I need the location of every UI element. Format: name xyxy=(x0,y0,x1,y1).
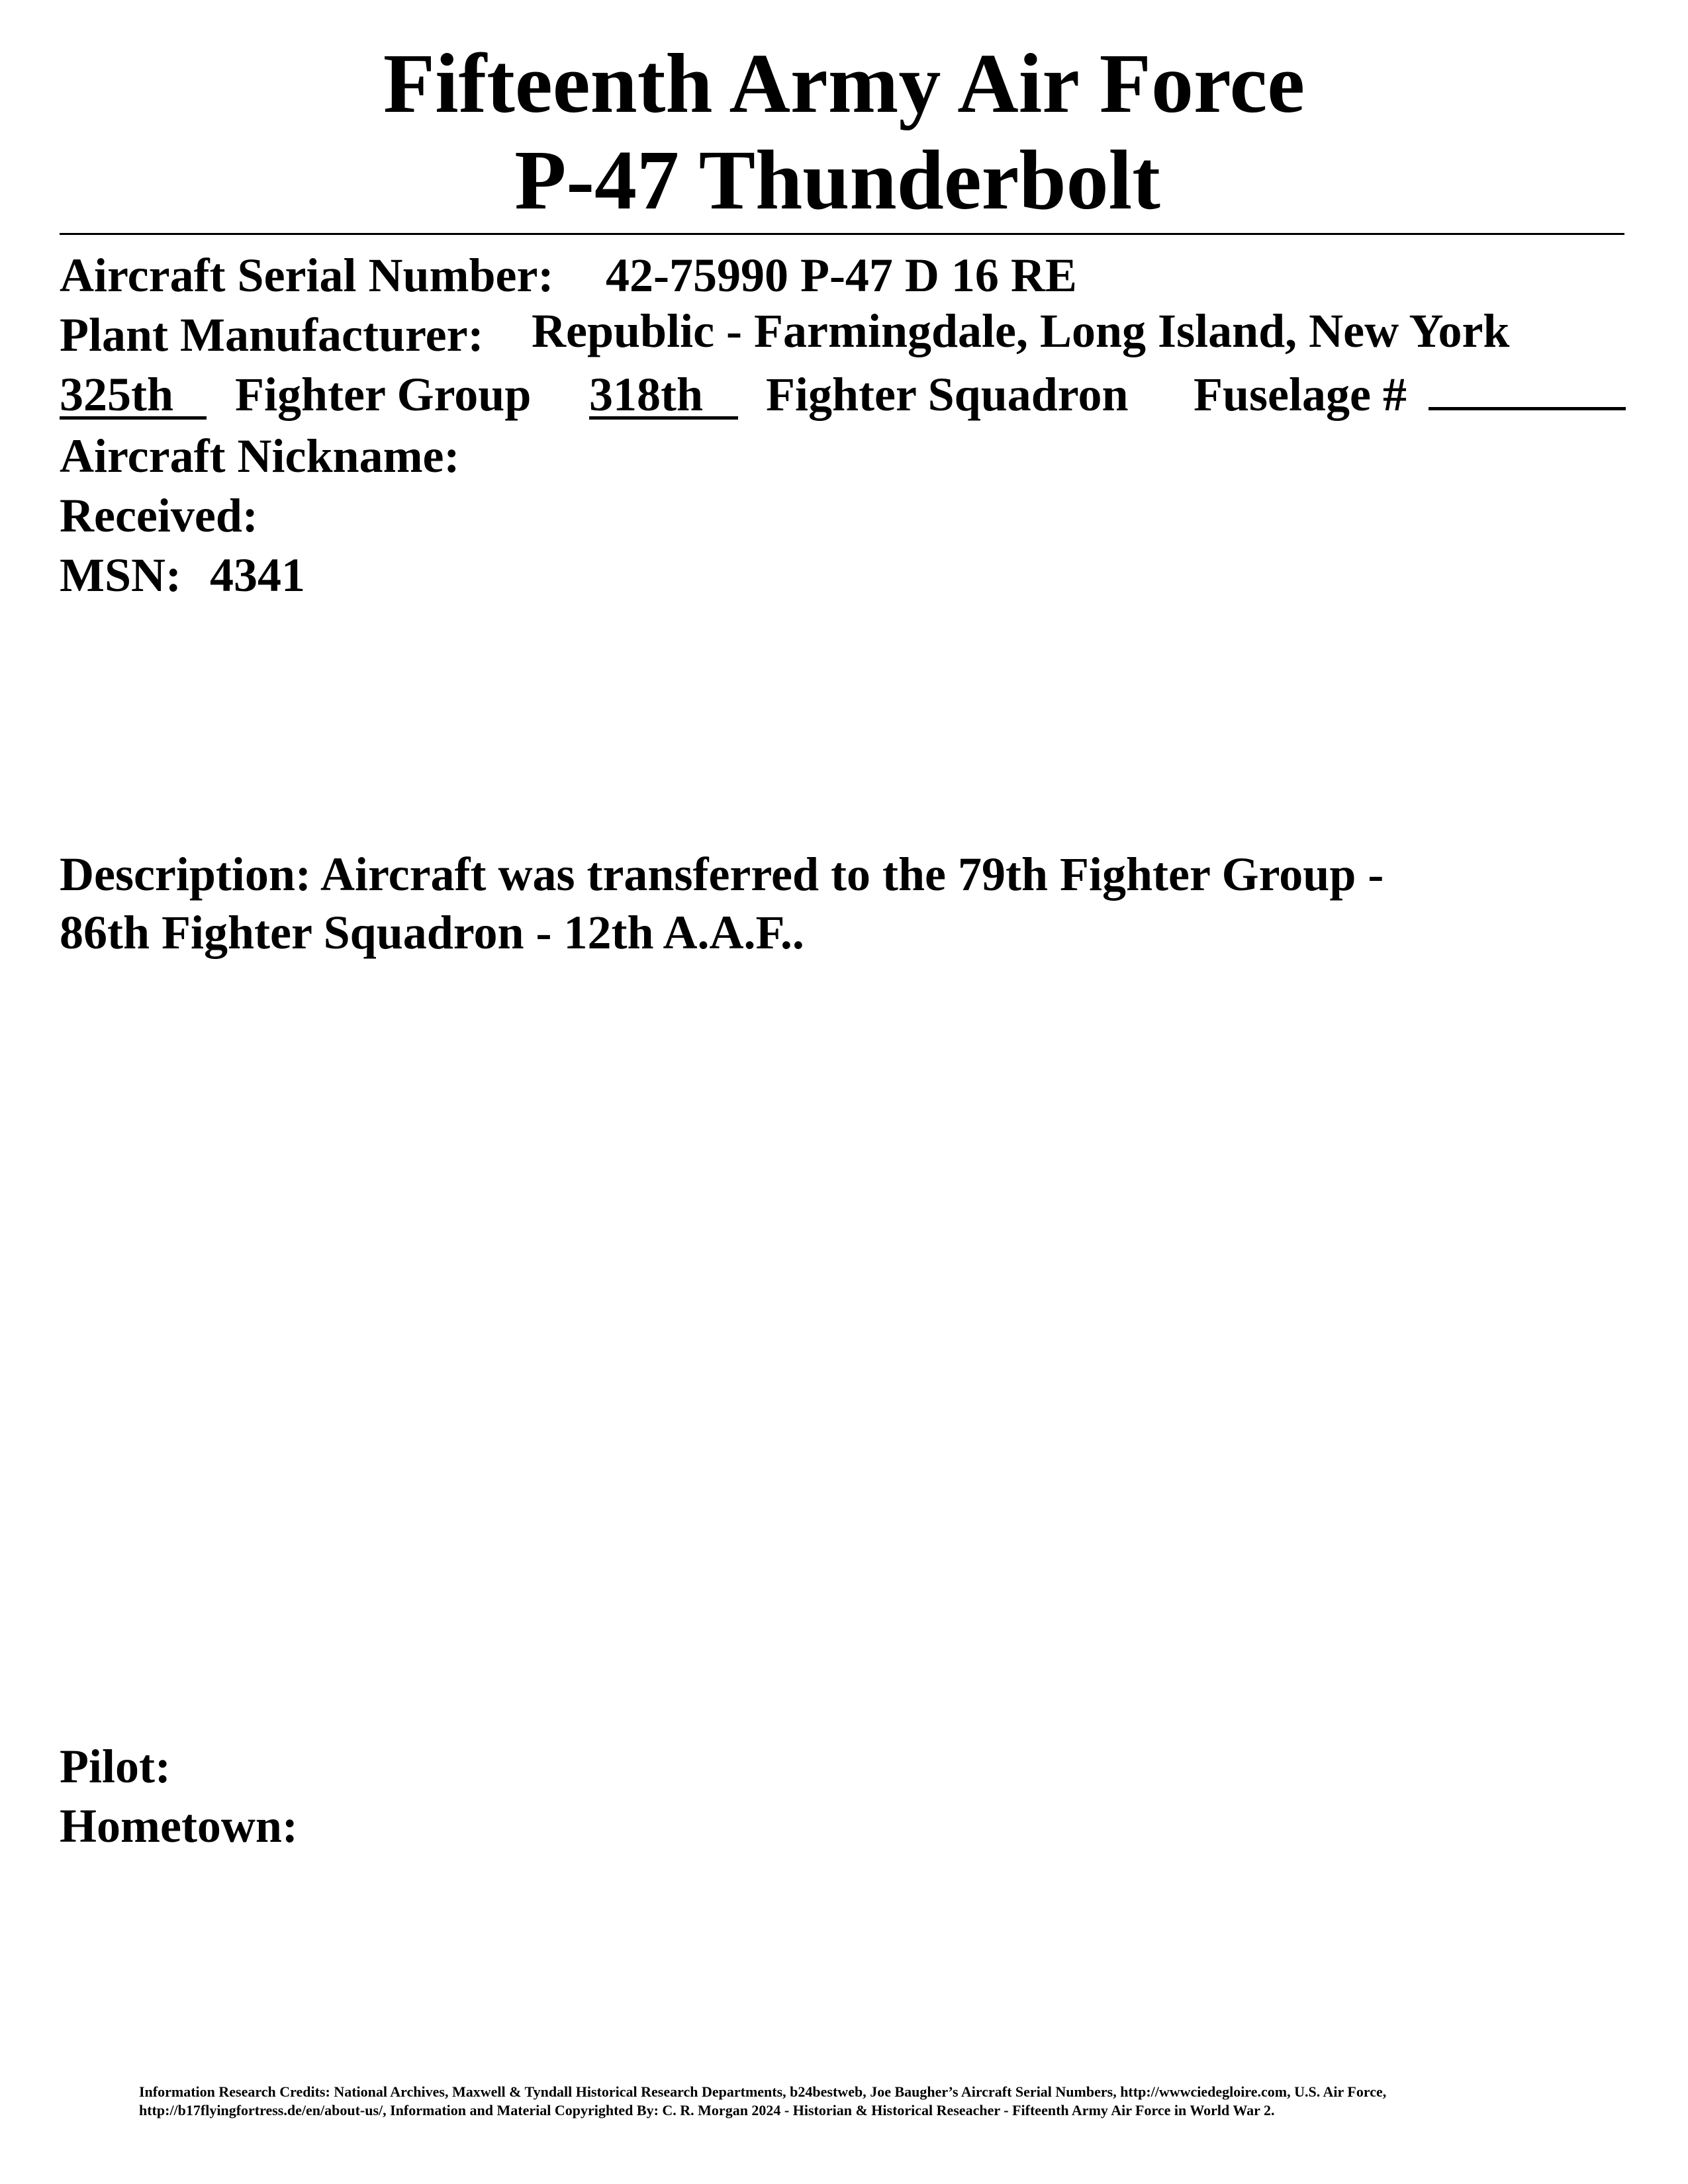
aircraft-type-title: P-47 Thunderbolt xyxy=(514,133,1160,227)
nickname-label: Aircraft Nickname: xyxy=(60,430,460,482)
fighter-squadron-value: 318th xyxy=(589,373,738,420)
fuselage-field xyxy=(1429,371,1626,418)
fighter-group-value: 325th xyxy=(60,373,207,420)
fighter-squadron-field xyxy=(589,368,738,421)
pilot-label: Pilot: xyxy=(60,1740,171,1793)
fuselage-value xyxy=(1429,407,1626,410)
fighter-group-label: Fighter Group xyxy=(235,368,532,421)
received-label: Received: xyxy=(60,489,258,542)
serial-value: 42-75990 P-47 D 16 RE xyxy=(606,249,1077,302)
header-divider xyxy=(60,233,1624,235)
description-line-1: Description: Aircraft was transferred to the 79th Fighter Group - xyxy=(60,848,1384,901)
footer-line-2: http://b17flyingfortress.de/en/about-us/, Information and Material Copyrighted By: C. R. Morgan 2024 - Historian & Historical Reseacher - Fifteenth Army Air Force in World War 2. xyxy=(139,2102,1275,2118)
msn-value: 4341 xyxy=(210,549,305,602)
manufacturer-value: Republic - Farmingdale, Long Island, New York xyxy=(532,304,1510,357)
page-title: Fifteenth Army Air Force xyxy=(383,36,1305,130)
manufacturer-label: Plant Manufacturer: xyxy=(60,308,484,361)
hometown-label: Hometown: xyxy=(60,1799,298,1852)
fighter-squadron-label: Fighter Squadron xyxy=(766,368,1129,421)
footer-line-1: Information Research Credits: National Archives, Maxwell & Tyndall Historical Research Departments, b24bestweb, Joe Baugher’s Aircraft Serial Numbers, http://wwwciedegloire.com, U.S. Air Force, xyxy=(139,2083,1387,2100)
research-credits-footer xyxy=(139,2083,1562,2120)
fuselage-label: Fuselage # xyxy=(1194,368,1407,421)
msn-label: MSN: xyxy=(60,549,181,602)
fighter-group-field xyxy=(60,368,207,421)
description-line-2: 86th Fighter Squadron - 12th A.A.F.. xyxy=(60,906,804,959)
serial-label: Aircraft Serial Number: xyxy=(60,249,554,302)
